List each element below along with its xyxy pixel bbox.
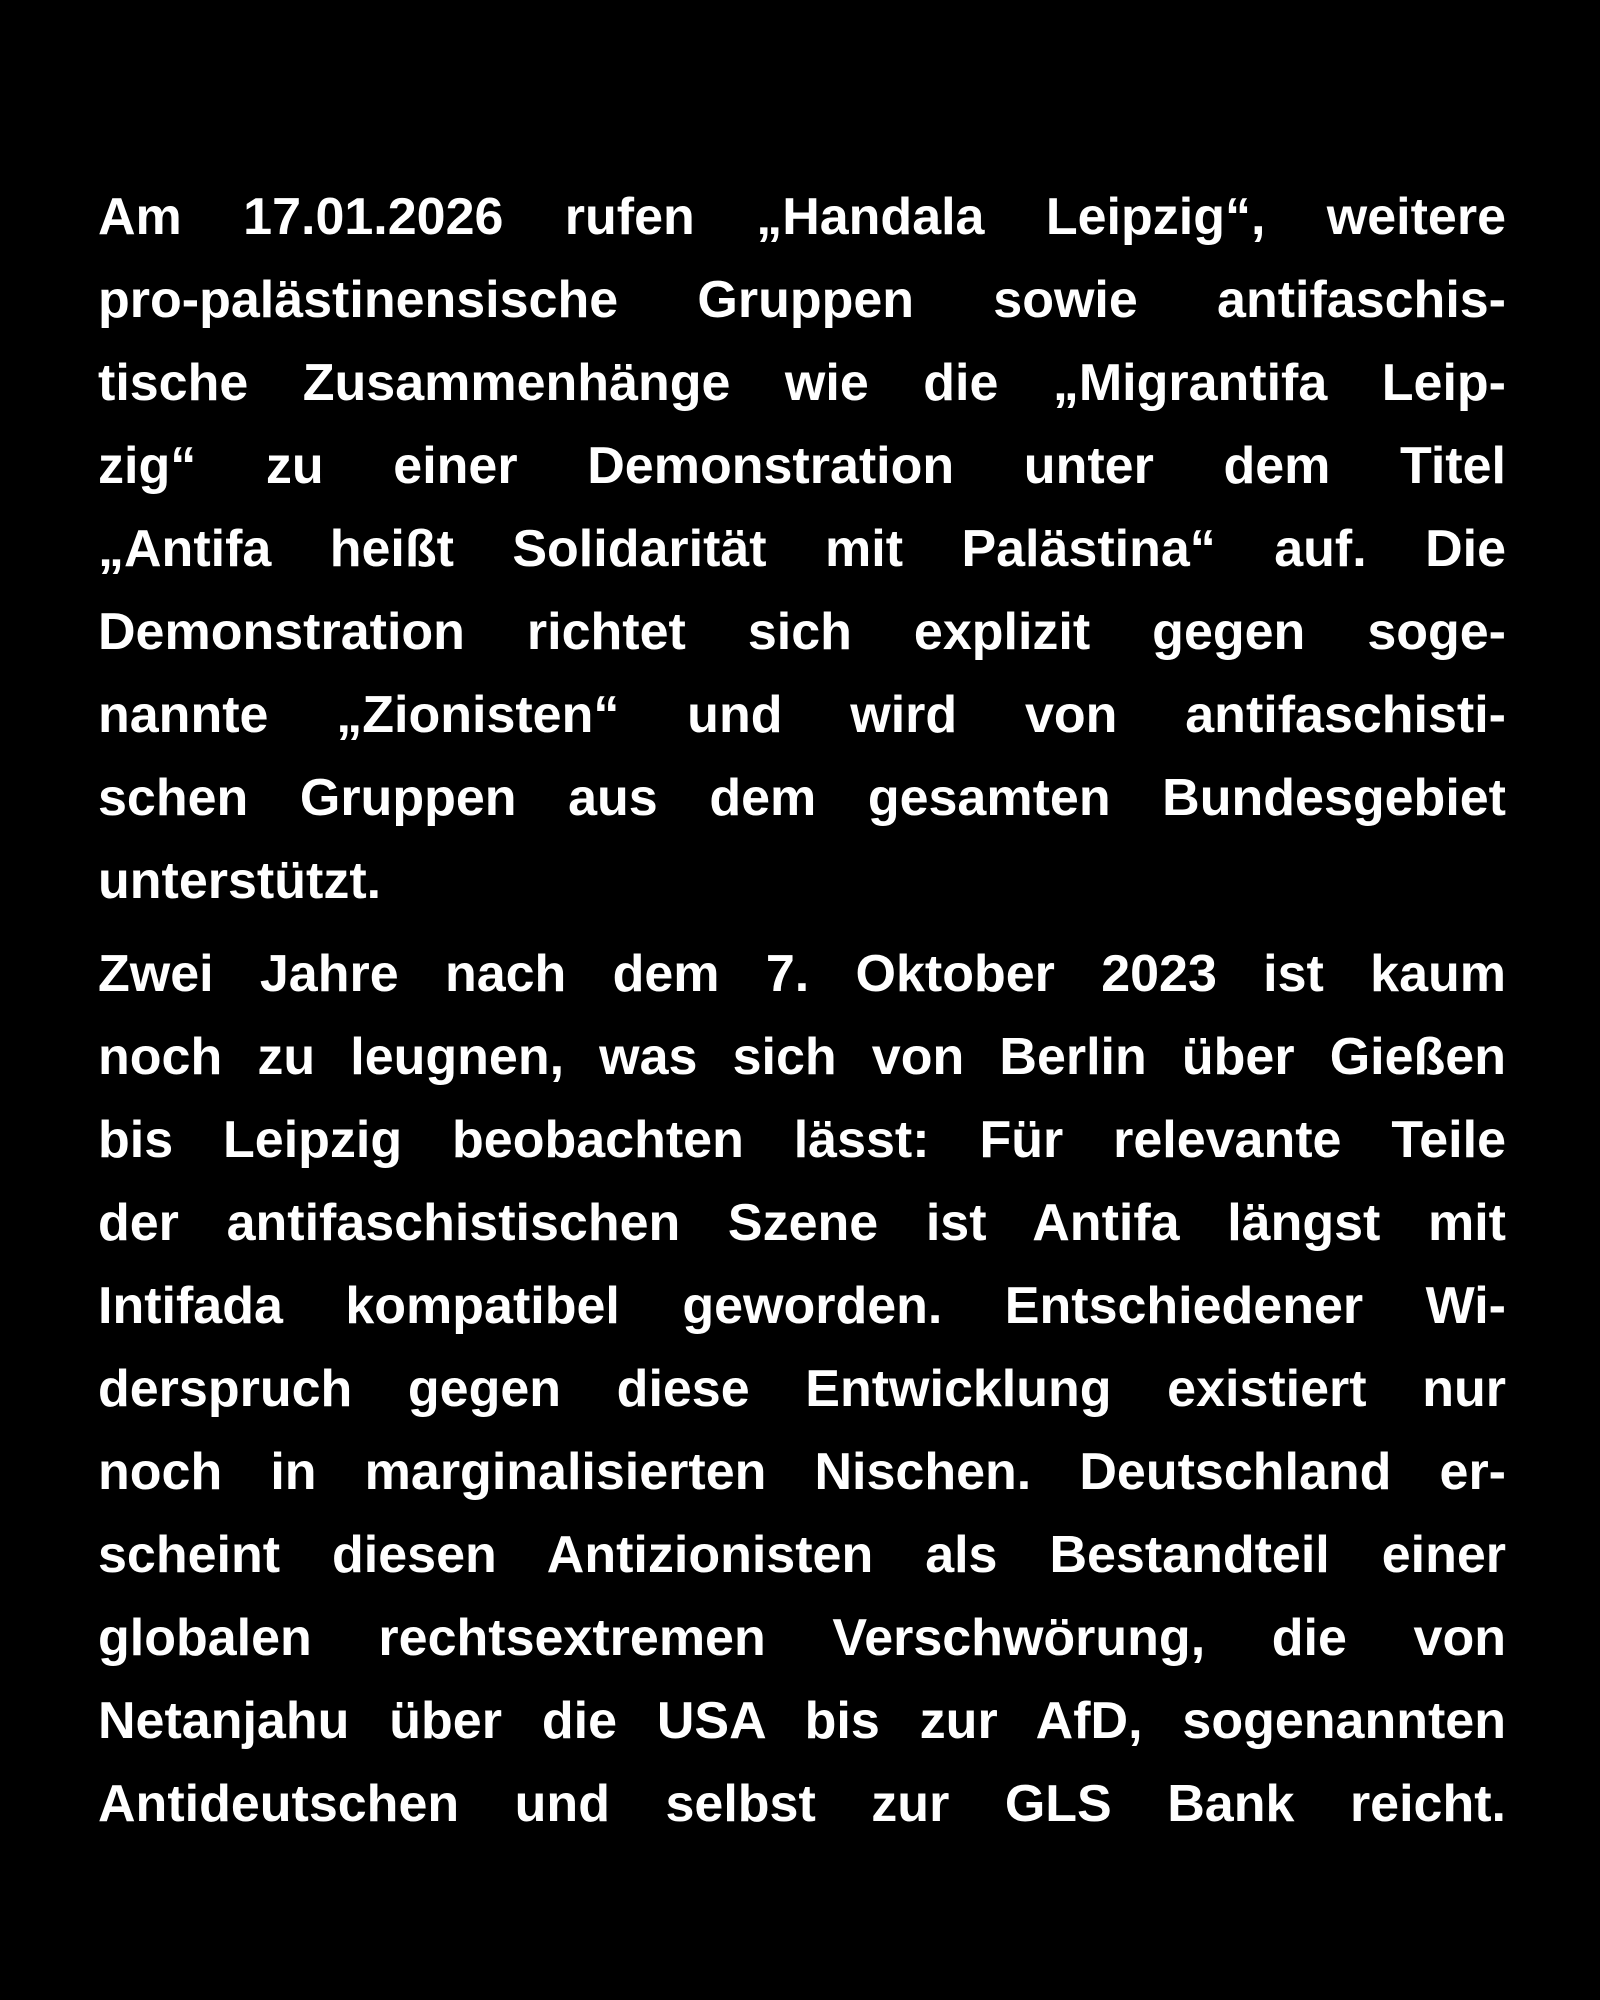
paragraph-1 (98, 176, 1506, 923)
text-line: Zwei Jahre nach dem 7. Oktober 2023 ist kaum (98, 945, 1506, 1003)
text-line: pro-palästinensische Gruppen sowie antifaschis- (98, 271, 1506, 329)
text-line: Demonstration richtet sich explizit gegen soge- (98, 603, 1506, 661)
text-line: nannte „Zionisten“ und wird von antifaschisti- (98, 686, 1506, 744)
text-line: unterstützt. (98, 852, 382, 910)
text-line: Antideutschen und selbst zur GLS Bank reicht. (98, 1775, 1506, 1833)
text-line: noch zu leugnen, was sich von Berlin über Gießen (98, 1028, 1506, 1086)
text-line: der antifaschistischen Szene ist Antifa längst mit (98, 1194, 1506, 1252)
text-line: Am 17.01.2026 rufen „Handala Leipzig“, weitere (98, 188, 1506, 246)
paragraph-2 (98, 933, 1506, 1846)
text-line: Netanjahu über die USA bis zur AfD, sogenannten (98, 1692, 1506, 1750)
text-line: derspruch gegen diese Entwicklung existiert nur (98, 1360, 1506, 1418)
text-line: tische Zusammenhänge wie die „Migrantifa Leip- (98, 354, 1506, 412)
text-line: „Antifa heißt Solidarität mit Palästina“ auf. Die (98, 520, 1506, 578)
text-line: Intifada kompatibel geworden. Entschiedener Wi- (98, 1277, 1506, 1335)
text-line: schen Gruppen aus dem gesamten Bundesgebiet (98, 769, 1506, 827)
text-line: globalen rechtsextremen Verschwörung, die von (98, 1609, 1506, 1667)
text-line: noch in marginalisierten Nischen. Deutschland er- (98, 1443, 1506, 1501)
document-text (98, 176, 1506, 1846)
text-line: scheint diesen Antizionisten als Bestandteil einer (98, 1526, 1506, 1584)
text-line: zig“ zu einer Demonstration unter dem Titel (98, 437, 1506, 495)
text-line: bis Leipzig beobachten lässt: Für relevante Teile (98, 1111, 1506, 1169)
